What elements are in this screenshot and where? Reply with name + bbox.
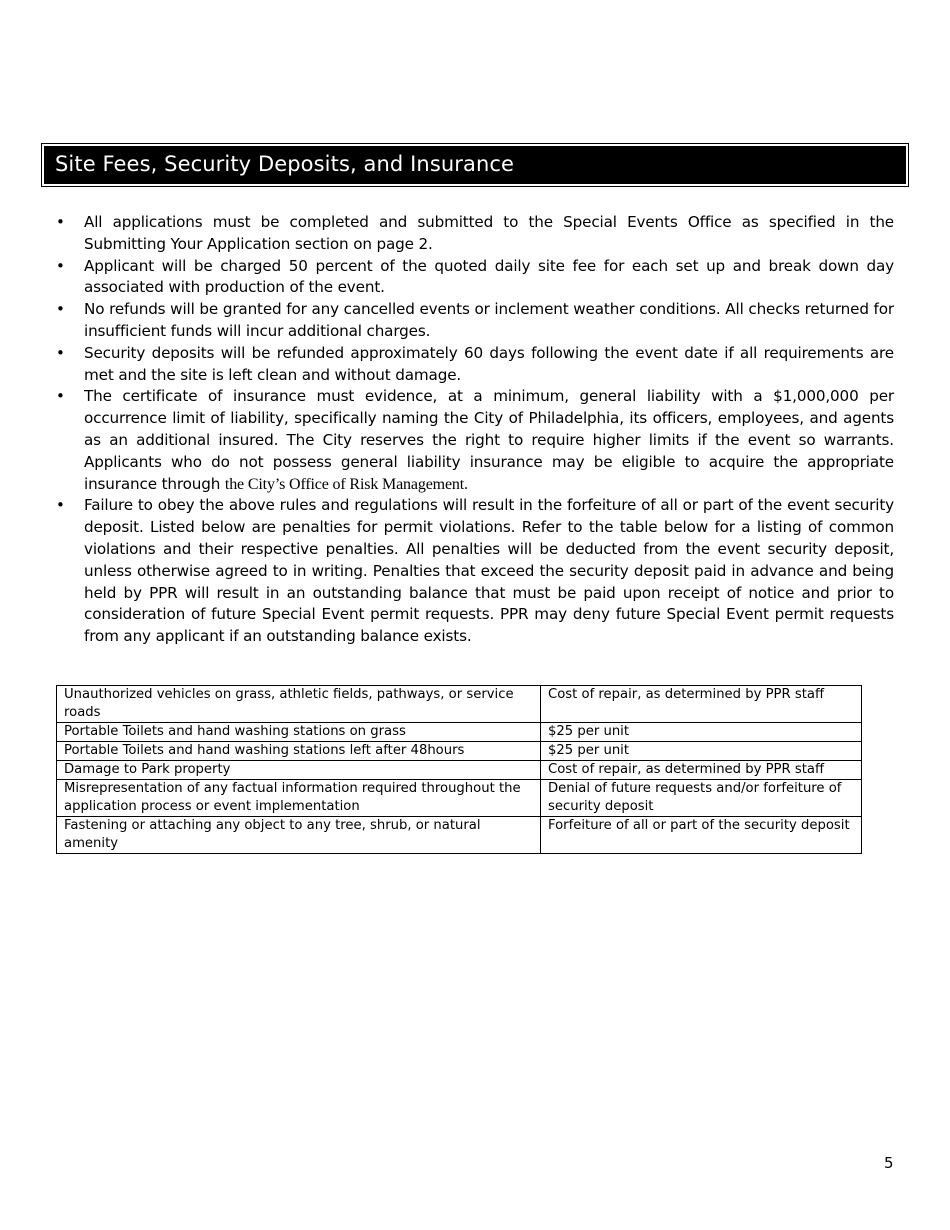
table-row bbox=[57, 742, 862, 761]
rule-text: The certificate of insurance must evidence, at a minimum, general liability with a $1,000,000 per occurrence limit of liability, specifically naming the City of Philadelphia, its officers, employees, and agents as an additional insured. The City reserves the right to require higher limits if the event so warrants. Applicants who do not possess general liability insurance may be eligible to acquire the appropriate insurance through bbox=[84, 387, 894, 493]
penalty-cell: Cost of repair, as determined by PPR staff bbox=[541, 761, 862, 780]
rule-text: All applications must be completed and submitted to the Special Events Office as specified in the Submitting Your Application section on page 2. bbox=[84, 213, 894, 253]
violation-cell: Portable Toilets and hand washing stations on grass bbox=[57, 723, 541, 742]
rule-text-tail: the City’s Office of Risk Management. bbox=[224, 475, 468, 493]
section-title: Site Fees, Security Deposits, and Insurance bbox=[55, 152, 515, 176]
violation-cell: Unauthorized vehicles on grass, athletic fields, pathways, or service roads bbox=[57, 686, 541, 723]
bullet-icon: • bbox=[56, 343, 65, 362]
rule-text: Security deposits will be refunded approximately 60 days following the event date if all requirements are met and the site is left clean and without damage. bbox=[84, 343, 894, 384]
penalty-cell: Cost of repair, as determined by PPR staff bbox=[541, 686, 862, 723]
penalty-cell: $25 per unit bbox=[541, 723, 862, 742]
table-row bbox=[57, 761, 862, 780]
table-row bbox=[57, 780, 862, 817]
bullet-icon: • bbox=[56, 256, 65, 275]
penalty-cell: $25 per unit bbox=[541, 742, 862, 761]
violation-cell: Misrepresentation of any factual information required throughout the application process or event implementation bbox=[57, 780, 541, 817]
list-item bbox=[56, 212, 894, 256]
rule-text: Failure to obey the above rules and regulations will result in the forfeiture of all or part of the event security deposit. Listed below are penalties for permit violations. Refer to the table below for a listing of common violations and their respective penalties. All penalties will be deducted from the event security deposit, unless otherwise agreed to in writing. Penalties that exceed the security deposit paid in advance and being held by PPR will result in an outstanding balance that must be paid upon receipt of notice and prior to consideration of future Special Event permit requests. PPR may deny future Special Event permit requests from any applicant if an outstanding balance exists. bbox=[84, 496, 894, 646]
penalty-cell: Forfeiture of all or part of the security deposit bbox=[541, 817, 862, 854]
list-item bbox=[56, 256, 894, 300]
list-item bbox=[56, 343, 894, 387]
penalty-cell: Denial of future requests and/or forfeiture of security deposit bbox=[541, 780, 862, 817]
bullet-icon: • bbox=[56, 300, 65, 319]
penalties-table bbox=[56, 685, 862, 854]
list-item bbox=[56, 386, 894, 495]
bullet-icon: • bbox=[56, 496, 65, 515]
table-row bbox=[57, 817, 862, 854]
page-number: 5 bbox=[884, 1154, 894, 1172]
table-row bbox=[57, 723, 862, 742]
table-row bbox=[57, 686, 862, 723]
bullet-icon: • bbox=[56, 387, 65, 406]
section-header bbox=[44, 146, 906, 184]
violation-cell: Fastening or attaching any object to any tree, shrub, or natural amenity bbox=[57, 817, 541, 854]
bullet-icon: • bbox=[56, 213, 65, 231]
list-item bbox=[56, 299, 894, 343]
list-item bbox=[56, 495, 894, 648]
violation-cell: Portable Toilets and hand washing stations left after 48hours bbox=[57, 742, 541, 761]
violation-cell: Damage to Park property bbox=[57, 761, 541, 780]
rule-text: No refunds will be granted for any cancelled events or inclement weather conditions. All checks returned for insufficient funds will incur additional charges. bbox=[84, 300, 894, 340]
rules-list bbox=[56, 212, 894, 648]
rule-text: Applicant will be charged 50 percent of the quoted daily site fee for each set up and break down day associated with production of the event. bbox=[84, 256, 894, 297]
